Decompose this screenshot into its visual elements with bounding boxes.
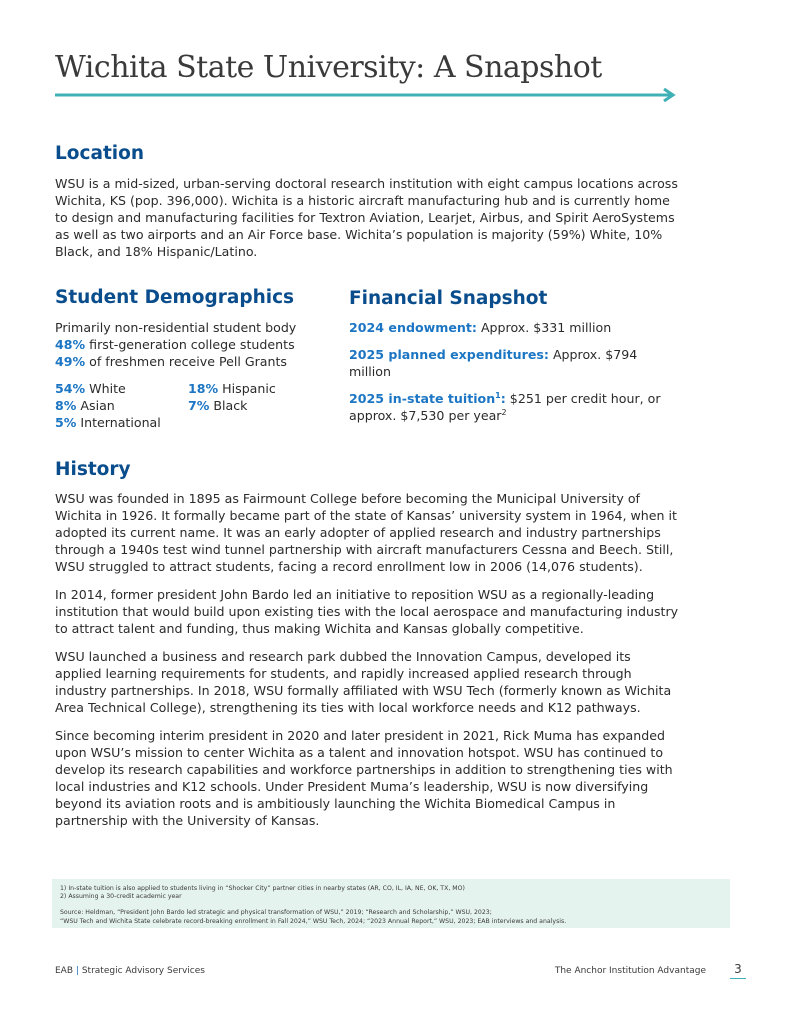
group-value: 54% (55, 381, 86, 396)
history-text (55, 490, 680, 840)
demographic-group (188, 380, 315, 397)
footnote: 2) Assuming a 30-credit academic year (60, 893, 182, 901)
location-text: WSU is a mid-sized, urban-serving doctoral research institution with eight campus locations across Wichita, KS (pop. 396,000). Wichita is a historic aircraft manufacturing hub and is currently home to design and manufacturing facilities for Textron Aviation, Learjet, Airbus, and Spirit AeroSystems as well as two airports and an Air Force base. Wichita’s population is majority (59%) White, 10% Black, and 18% Hispanic/Latino. (55, 176, 678, 259)
pell-stat (55, 353, 325, 370)
tuition-colon: : (500, 391, 506, 406)
footnote: 1) In-state tuition is also applied to students living in “Shocker City” partner cities in nearby states (AR, CO, IL, IA, NE, OK, TX, MO) (60, 885, 465, 892)
expenditures-item (349, 346, 679, 380)
history-paragraph: WSU launched a business and research park dubbed the Innovation Campus, developed its applied learning requirements for students, and rapidly increased applied research through industry partnerships. In 2018, WSU formally affiliated with WSU Tech (formerly known as Wichita Area Technical College), strengthening its ties with local workforce needs and K12 pathways. (55, 649, 672, 715)
demographics-line: Primarily non-residential student body (55, 320, 297, 335)
expenditures-value: Approx. $794 million (349, 347, 638, 379)
group-label: Black (209, 398, 248, 413)
group-value: 8% (55, 398, 77, 413)
history-heading: History (55, 459, 131, 480)
expenditures-label: 2025 planned expenditures: (349, 347, 549, 362)
demographic-group (188, 397, 315, 414)
group-value: 18% (188, 381, 219, 396)
group-label: White (85, 381, 126, 396)
demographics-groups (55, 380, 315, 431)
history-paragraph: Since becoming interim president in 2020 and later president in 2021, Rick Muma has expanded upon WSU’s mission to center Wichita as a talent and innovation hotspot. WSU has continued to develop its research capabilities and workforce partnerships in addition to strengthening ties with local industries and K12 schools. Under President Muma’s leadership, WSU is now diversifying beyond its aviation roots and is ambitiously launching the Wichita Biomedical Campus in partnership with the University of Kansas. (55, 728, 673, 828)
first-gen-value: 48% (55, 337, 86, 352)
demographic-group (55, 414, 188, 431)
demographics-summary (55, 319, 325, 370)
history-paragraph: WSU was founded in 1895 as Fairmount College before becoming the Municipal University of Wichita in 1926. It formally became part of the state of Kansas’ university system in 1964, when it adopted its current name. It was an early adopter of applied research and industry partnerships through a 1940s test wind tunnel partnership with aircraft manufacturers Cessna and Beech. Still, WSU struggled to attract students, facing a record enrollment low in 2006 (14,076 students). (55, 491, 677, 574)
group-label: Asian (76, 398, 115, 413)
footnotes-box (52, 879, 730, 928)
source-note: “WSU Tech and Wichita State celebrate record-breaking enrollment in Fall 2024,” WSU Tech, 2024; “2023 Annual Report,” WSU, 2023; EAB interviews and analysis. (60, 917, 567, 925)
page-title: Wichita State University: A Snapshot (55, 50, 602, 85)
footer-separator: | (75, 966, 79, 976)
endowment-item (349, 319, 679, 336)
demographic-group (55, 380, 188, 397)
group-label: International (76, 415, 161, 430)
first-gen-label: first-generation college students (85, 337, 295, 352)
title-arrow-icon (55, 88, 680, 102)
brand-name: EAB (55, 966, 74, 976)
group-value: 5% (55, 415, 77, 430)
tuition-footnote-ref-2: 2 (501, 407, 507, 417)
demographics-heading: Student Demographics (55, 287, 295, 308)
page-number-underline (730, 978, 746, 979)
pell-label: of freshmen receive Pell Grants (85, 354, 287, 369)
group-value: 7% (188, 398, 210, 413)
tuition-footnote-ref: 1 (495, 390, 501, 400)
financial-items (349, 319, 679, 434)
endowment-value: Approx. $331 million (476, 320, 612, 335)
footer-report-title: The Anchor Institution Advantage (554, 966, 706, 976)
tuition-item (349, 390, 679, 424)
group-label: Hispanic (218, 381, 276, 396)
footer-brand (55, 966, 205, 976)
page-number: 3 (734, 962, 742, 976)
demographic-group (55, 397, 188, 414)
tuition-label: 2025 in-state tuition (349, 391, 496, 406)
first-gen-stat (55, 336, 325, 353)
location-heading: Location (55, 143, 145, 164)
pell-value: 49% (55, 354, 86, 369)
division-name: Strategic Advisory Services (81, 966, 205, 976)
source-note: Source: Heldman, “President John Bardo led strategic and physical transformation of WSU,” 2019; “Research and Scholarship,” WSU, 2023; (60, 909, 492, 917)
endowment-label: 2024 endowment: (349, 320, 477, 335)
financial-heading: Financial Snapshot (349, 288, 548, 309)
tuition-value: $251 per credit hour, or approx. $7,530 per year (349, 391, 661, 423)
history-paragraph: In 2014, former president John Bardo led an initiative to reposition WSU as a regionally-leading institution that would build upon existing ties with the local aerospace and manufacturing industry to attract talent and funding, thus making Wichita and Kansas globally competitive. (55, 587, 679, 636)
